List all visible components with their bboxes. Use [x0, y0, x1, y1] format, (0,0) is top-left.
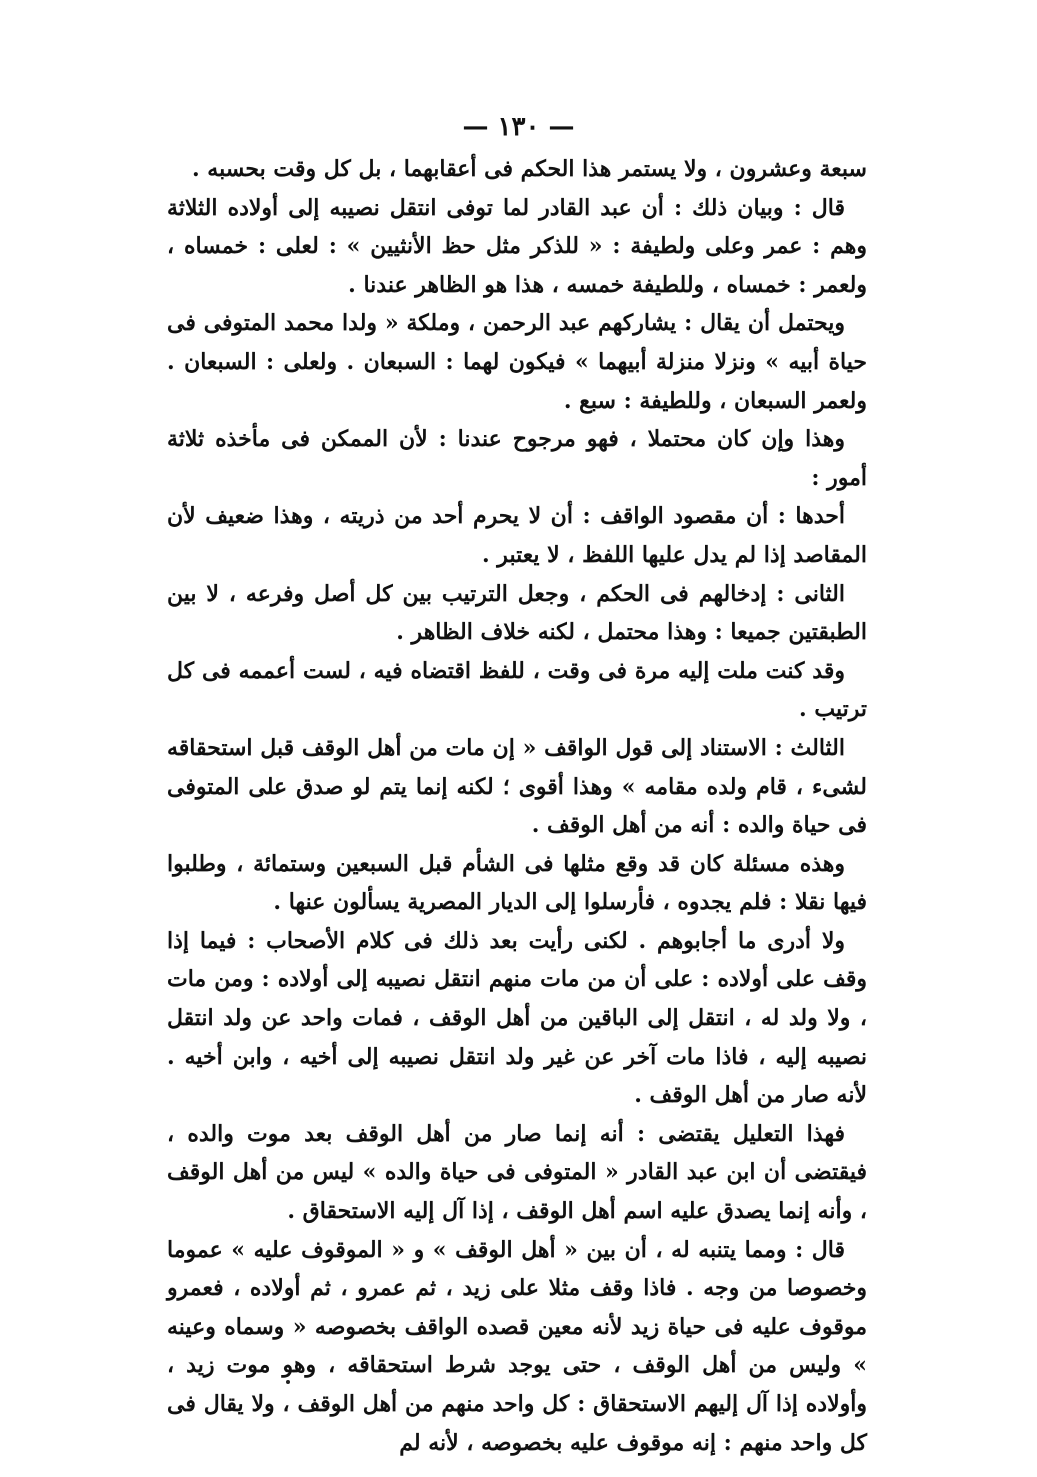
paragraph: الثالث : الاستناد إلى قول الواقف « إن مات من أهل الوقف قبل استحقاقه لشىء ، قام ولده مقامه » وهذا أقوى ؛ لكنه إنما يتم لو صدق على المتوفى فى حياة والده : أنه من أهل الوقف .	[167, 734, 867, 839]
paragraph: أحدها : أن مقصود الواقف : أن لا يحرم أحد من ذريته ، وهذا ضعيف لأن المقاصد إذا لم يدل عليها اللفظ ، لا يعتبر .	[167, 503, 867, 568]
paragraph: سبعة وعشرون ، ولا يستمر هذا الحكم فى أعقابهما ، بل كل وقت بحسبه .	[191, 156, 867, 182]
paragraph: ولا أدرى ما أجابوهم . لكنى رأيت بعد ذلك فى كلام الأصحاب : فيما إذا وقف على أولاده : على أن من مات منهم انتقل نصيبه إلى أولاده : ومن مات ، ولا ولد له ، انتقل إلى الباقين من أهل الوقف ، فمات واحد عن ولد انتقل نصيبه إليه ، فاذا مات آخر عن غير ولد انتقل نصيبه إلى أخيه ، وابن أخيه . لأنه صار من أهل الوقف .	[167, 927, 867, 1109]
paragraph: الثانى : إدخالهم فى الحكم ، وجعل الترتيب بين كل أصل وفرعه ، لا بين الطبقتين جميعا : وهذا محتمل ، لكنه خلاف الظاهر .	[167, 580, 867, 646]
paragraph: فهذا التعليل يقتضى : أنه إنما صار من أهل الوقف بعد موت والده ، فيقتضى أن ابن عبد القادر « المتوفى فى حياة والده » ليس من أهل الوقف ، وأنه إنما يصدق عليه اسم أهل الوقف ، إذا آل إليه الاستحقاق .	[167, 1120, 867, 1225]
body-text	[167, 150, 867, 1462]
ink-dot	[286, 1380, 290, 1384]
paragraph: قال : وبيان ذلك : أن عبد القادر لما توفى انتقل نصيبه إلى أولاده الثلاثة وهم : عمر وعلى ولطيفة : « للذكر مثل حظ الأنثيين » : لعلى : خمساه ، ولعمر : خمساه ، وللطيفة خمسه ، هذا هو الظاهر عندنا .	[167, 194, 867, 298]
paragraph: ويحتمل أن يقال : يشاركهم عبد الرحمن ، وملكة « ولدا محمد المتوفى فى حياة أبيه » ونزلا منزلة أبيهما » فيكون لهما : السبعان . ولعلى : السبعان . ولعمر السبعان ، وللطيفة : سبع .	[167, 310, 867, 414]
paragraph: وقد كنت ملت إليه مرة فى وقت ، للفظ اقتضاه فيه ، لست أعممه فى كل ترتيب .	[167, 657, 867, 723]
paragraph: وهذا وإن كان محتملا ، فهو مرجوح عندنا : لأن الممكن فى مأخذه ثلاثة أمور :	[167, 426, 867, 491]
paragraph: وهذه مسئلة كان قد وقع مثلها فى الشأم قبل السبعين وستمائة ، وطلبوا فيها نقلا : فلم يجدوه ، فأرسلوا إلى الديار المصرية يسألون عنها .	[167, 850, 867, 916]
page-number: — ١٣٠ —	[462, 112, 575, 142]
paragraph: قال : ومما يتنبه له ، أن بين « أهل الوقف » و « الموقوف عليه » عموما وخصوصا من وجه . فاذا وقف مثلا على زيد ، ثم عمرو ، ثم أولاده ، فعمرو موقوف عليه فى حياة زيد لأنه معين قصده الواقف بخصوصه « وسماه وعينه » وليس من أهل الوقف ، حتى يوجد شرط استحقاقه ، وهو موت زيد ، وأولاده إذا آل إليهم الاستحقاق : كل واحد منهم من أهل الوقف ، ولا يقال فى كل واحد منهم : إنه موقوف عليه بخصوصه ، لأنه لم	[167, 1236, 867, 1456]
